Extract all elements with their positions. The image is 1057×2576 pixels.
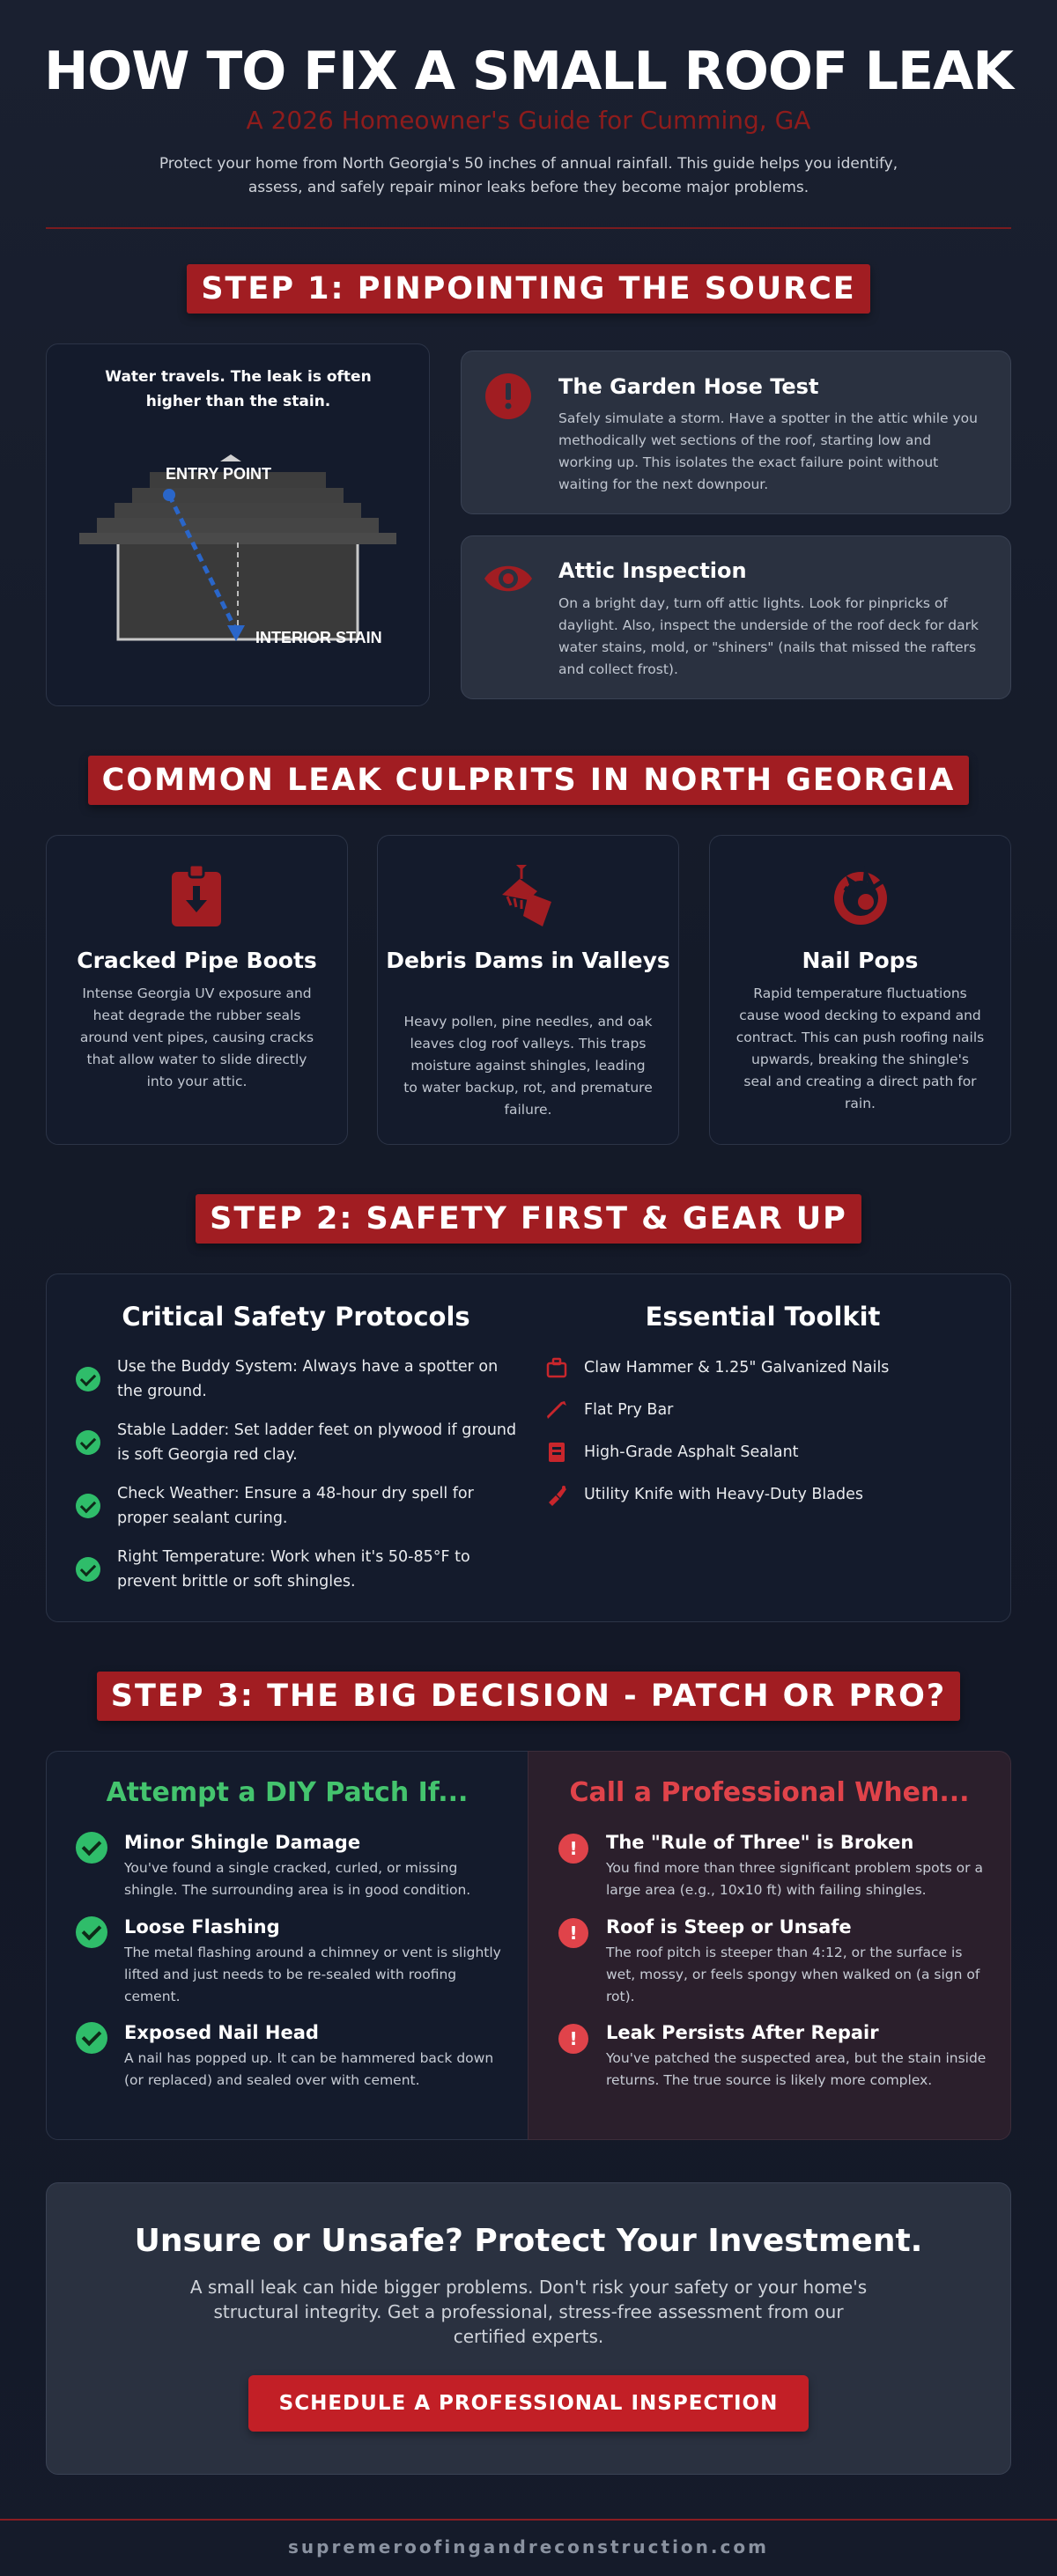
culprit-title: Debris Dams in Valleys xyxy=(386,948,670,973)
pipe-boot-icon xyxy=(161,861,232,932)
schedule-inspection-button[interactable]: SCHEDULE A PROFESSIONAL INSPECTION xyxy=(248,2375,809,2432)
pry-bar-icon xyxy=(545,1399,568,1421)
culprits-banner xyxy=(0,756,1057,805)
toolkit-heading: Essential Toolkit xyxy=(645,1302,881,1332)
tip-title: The Garden Hose Test xyxy=(558,374,819,399)
eye-icon xyxy=(483,560,534,597)
check-icon xyxy=(76,1367,100,1391)
page-title: HOW TO FIX A SMALL ROOF LEAK xyxy=(44,41,1013,102)
diy-item-body: A nail has popped up. It can be hammered back down (or replaced) and sealed over with cement. xyxy=(124,2050,494,2088)
check-icon xyxy=(76,1832,107,1864)
entry-point-label: ENTRY POINT xyxy=(166,465,272,483)
sealant-icon xyxy=(545,1441,568,1464)
culprit-title: Cracked Pipe Boots xyxy=(77,948,317,973)
check-icon xyxy=(76,1494,100,1518)
culprit-body: Rapid temperature fluctuations cause wood decking to expand and contract. This can push roofing nails upwards, breaking the shingle's seal and creating a direct path for rain. xyxy=(735,985,985,1111)
warning-icon: ! xyxy=(558,1918,588,1948)
culprit-title: Nail Pops xyxy=(802,948,919,973)
step3-banner xyxy=(0,1672,1057,1721)
footer-divider xyxy=(0,2519,1057,2521)
tool-item: High-Grade Asphalt Sealant xyxy=(584,1443,799,1461)
exclamation-icon xyxy=(484,373,532,420)
knife-icon xyxy=(545,1483,568,1506)
check-icon xyxy=(76,1557,100,1582)
pro-item-body: The roof pitch is steeper than 4:12, or the surface is wet, mossy, or feels spongy when walked on (a sign of rot). xyxy=(606,1945,980,2004)
diy-item-body: You've found a single cracked, curled, or missing shingle. The surrounding area is in good condition. xyxy=(124,1860,471,1898)
header-divider xyxy=(46,227,1011,229)
diagram-caption: Water travels. The leak is often higher than the stain. xyxy=(105,368,372,410)
pro-item-body: You find more than three significant problem spots or a large area (e.g., 10x10 ft) with failing shingles. xyxy=(606,1860,983,1898)
step1-banner xyxy=(0,264,1057,314)
check-icon xyxy=(76,1916,107,1948)
step3-banner-label: STEP 3: THE BIG DECISION - PATCH OR PRO? xyxy=(97,1672,960,1721)
tip-body: On a bright day, turn off attic lights. Look for pinpricks of daylight. Also, inspect the underside of the roof deck for dark water stains, mold, or "shiners" (nails that missed the rafters and collect frost). xyxy=(558,595,979,677)
nail-pop-icon xyxy=(825,861,896,932)
pro-item-title: The "Rule of Three" is Broken xyxy=(606,1832,914,1853)
diy-item-title: Loose Flashing xyxy=(124,1916,280,1938)
tool-item: Utility Knife with Heavy-Duty Blades xyxy=(584,1486,863,1503)
pro-item-body: You've patched the suspected area, but the stain inside returns. The true source is likely more complex. xyxy=(606,2050,987,2088)
pro-item-title: Leak Persists After Repair xyxy=(606,2022,879,2043)
entry-point-dot xyxy=(163,489,175,501)
leak-path-diagram xyxy=(70,454,405,666)
step2-banner xyxy=(0,1194,1057,1244)
page-subtitle: A 2026 Homeowner's Guide for Cumming, GA xyxy=(246,106,811,135)
culprit-body: Intense Georgia UV exposure and heat degrade the rubber seals around vent pipes, causing cracks that allow water to slide directly into your attic. xyxy=(79,985,314,1089)
pro-item-title: Roof is Steep or Unsafe xyxy=(606,1916,852,1938)
cta-title: Unsure or Unsafe? Protect Your Investment. xyxy=(134,2223,923,2259)
diy-item-title: Exposed Nail Head xyxy=(124,2022,319,2043)
check-icon xyxy=(76,1430,100,1455)
culprit-body: Heavy pollen, pine needles, and oak leaves clog roof valleys. This traps moisture against shingles, leading to water backup, rot, and premature failure. xyxy=(403,1014,653,1118)
tool-item: Claw Hammer & 1.25" Galvanized Nails xyxy=(584,1359,890,1377)
tip-body: Safely simulate a storm. Have a spotter in the attic while you methodically wet sections of the roof, starting low and working up. This isolates the exact failure point without waiting for the next downpour. xyxy=(558,410,978,492)
footer-website-link[interactable]: supremeroofingandreconstruction.com xyxy=(288,2536,769,2558)
protocol-item: Right Temperature: Work when it's 50-85°F to prevent brittle or soft shingles. xyxy=(117,1548,470,1591)
tip-title: Attic Inspection xyxy=(558,558,747,583)
protocol-item: Check Weather: Ensure a 48-hour dry spell for proper sealant curing. xyxy=(117,1485,474,1527)
diy-heading: Attempt a DIY Patch If... xyxy=(106,1777,469,1808)
debris-icon xyxy=(493,861,564,932)
culprits-banner-label: COMMON LEAK CULPRITS IN NORTH GEORGIA xyxy=(88,756,970,805)
diy-item-body: The metal flashing around a chimney or vent is slightly lifted and just needs to be re-sealed with roofing cement. xyxy=(124,1945,501,2004)
warning-icon: ! xyxy=(558,1834,588,1864)
roof-peak xyxy=(220,454,241,461)
pro-heading: Call a Professional When... xyxy=(569,1777,970,1808)
diy-item-title: Minor Shingle Damage xyxy=(124,1832,361,1853)
protocol-item: Use the Buddy System: Always have a spotter on the ground. xyxy=(117,1358,499,1400)
toolbox-icon xyxy=(545,1356,568,1379)
tool-item: Flat Pry Bar xyxy=(584,1401,674,1419)
step2-banner-label: STEP 2: SAFETY FIRST & GEAR UP xyxy=(196,1194,861,1244)
roof-tier xyxy=(97,518,379,533)
protocol-item: Stable Ladder: Set ladder feet on plywood if ground is soft Georgia red clay. xyxy=(117,1421,517,1464)
intro-text: Protect your home from North Georgia's 50 inches of annual rainfall. This guide helps you identify, assess, and safely repair minor leaks before they become major problems. xyxy=(159,155,898,196)
interior-stain-label: INTERIOR STAIN xyxy=(255,629,382,646)
warning-icon: ! xyxy=(558,2024,588,2054)
roof-tier xyxy=(115,503,361,518)
check-icon xyxy=(76,2022,107,2054)
cta-body: A small leak can hide bigger problems. Don't risk your safety or your home's structural integrity. Get a professional, stress-free assessment from our certified experts. xyxy=(189,2277,868,2347)
step1-banner-label: STEP 1: PINPOINTING THE SOURCE xyxy=(187,264,869,314)
protocols-heading: Critical Safety Protocols xyxy=(122,1302,470,1332)
